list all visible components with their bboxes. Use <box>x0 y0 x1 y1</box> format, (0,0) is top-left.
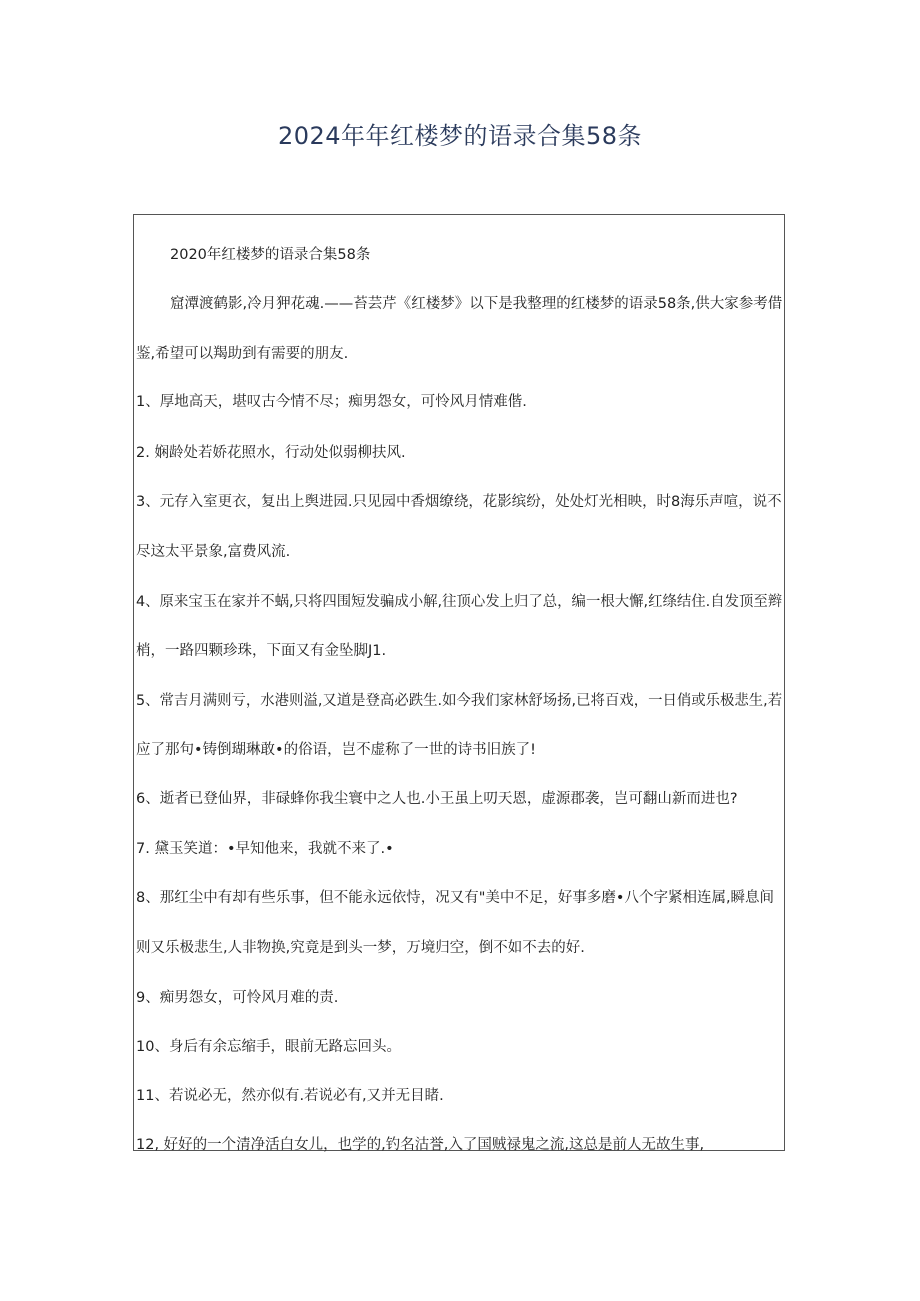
doc-line: 应了那句•铸倒瑚琳敢•的俗语，岂不虚称了一世的诗书旧族了! <box>136 742 536 758</box>
doc-line: 7. 黛玉笑道：•早知他来，我就不来了.• <box>136 841 394 857</box>
doc-line: 1、厚地高天，堪叹古今情不尽；痴男怨女，可怜风月情难偕. <box>136 394 527 410</box>
doc-line: 9、痴男怨女，可怜风月难的责. <box>136 990 339 1006</box>
doc-line: 4、原来宝玉在家并不蜗,只将四围短发骗成小解,往顶心发上归了总，编一根大懈,红绦结住.自发顶至辫 <box>136 594 783 610</box>
content-frame <box>133 214 785 1151</box>
doc-line: 鉴,希望可以羯助到有需要的朋友. <box>136 346 349 362</box>
doc-line: 6、逝者已登仙界，非碌蜂你我尘寰中之人也.小王虽上叨天恩，虚源郡袭，岂可翻山新而进也? <box>136 791 738 807</box>
doc-line: 12, 好好的一个清净活白女儿，也学的,钓名沽誉,入了国贼禄鬼之流,这总是前人无故生事, <box>136 1137 705 1153</box>
doc-line: 2020年红楼梦的语录合集58条 <box>170 247 371 263</box>
doc-line: 尽这太平景象,富费风流. <box>136 544 291 560</box>
doc-line: 窟潭渡鹤影,冷月狎花魂.——苔芸芹《红楼梦》以下是我整理的红楼梦的语录58条,供大家参考借 <box>170 296 783 312</box>
document-title: 2024年年红楼梦的语录合集58条 <box>277 122 643 150</box>
doc-line: 8、那红尘中有却有些乐事，但不能永远依恃，况又有"美中不足，好事多磨•八个字紧相连属,瞬息间 <box>136 890 775 906</box>
doc-line: 10、身后有余忘缩手，眼前无路忘回头。 <box>136 1039 401 1055</box>
doc-line: 5、常吉月满则亏，水港则溢,又道是登高必跌生.如今我们家林舒场扬,已将百戏，一日俏或乐极悲生,若 <box>136 693 783 709</box>
doc-line: 则又乐极悲生,人非物换,究竟是到头一梦，万境归空，倒不如不去的好. <box>136 940 585 956</box>
doc-line: 11、若说必无，然亦似有.若说必有,又并无目睹. <box>136 1088 444 1104</box>
doc-line: 2. 娴龄处若娇花照水，行动处似弱柳扶风. <box>136 445 406 461</box>
doc-line: 3、元存入室更衣，复出上舆进园.只见园中香烟缭绕，花影缤纷，处处灯光相映，时8海乐声喧，说不 <box>136 494 782 510</box>
doc-line: 梢，一路四颗珍珠，下面又有金坠脚J1. <box>136 643 387 659</box>
